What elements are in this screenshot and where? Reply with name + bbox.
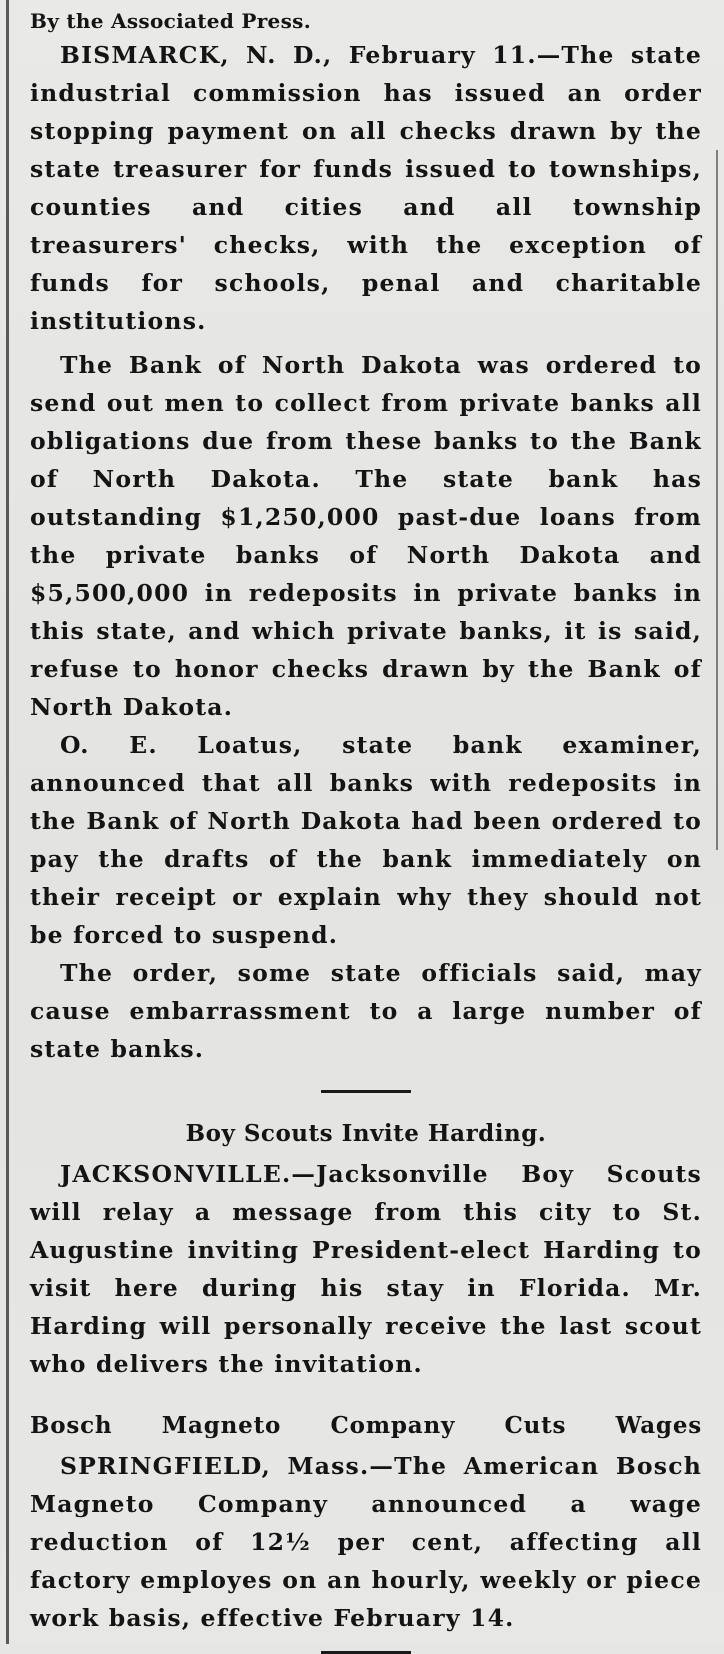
article-paragraph: O. E. Loatus, state bank examiner, announced that all banks with redeposits in the Bank of North Dakota had been ordered to pay the drafts of the bank immediately on their receipt or explain why they should not be forced to suspend. [30,731,702,949]
article-paragraph: JACKSONVILLE.—Jacksonville Boy Scouts will relay a message from this city to St. Augustine inviting President-elect Harding to visit here during his stay in Florida. Mr. Harding will personally receive the last scout who delivers the invitation. [30,1160,702,1378]
headline: Bosch Magneto Company Cuts Wages [30,1412,702,1439]
article-north-dakota-bank [30,8,702,1068]
section-divider [321,1090,411,1093]
article-paragraph: The order, some state officials said, may cause embarrassment to a large number of state banks. [30,959,702,1063]
byline: By the Associated Press. [30,9,311,33]
article-bosch-magneto [30,1409,702,1637]
headline: Boy Scouts Invite Harding. [185,1120,547,1147]
article-paragraph: The Bank of North Dakota was ordered to send out men to collect from private banks all obligations due from these banks to the Bank of North Dakota. The state bank has outstanding $1,250,000 past-due loans from the private banks of North Dakota and $5,500,000 in redeposits in private banks in this state, and which private banks, it is said, refuse to honor checks drawn by the Bank of North Dakota. [30,351,702,721]
news-column [30,8,702,1654]
column-rule-left [6,0,9,1644]
article-boy-scouts [30,1117,702,1383]
column-rule-right [716,150,718,850]
article-paragraph: SPRINGFIELD, Mass.—The American Bosch Magneto Company announced a wage reduction of 12½ per cent, affecting all factory employes on an hourly, weekly or piece work basis, effective February 14. [30,1452,702,1632]
article-paragraph: BISMARCK, N. D., February 11.—The state industrial commission has issued an order stopping payment on all checks drawn by the state treasurer for funds issued to townships, counties and cities and all township treasurers' checks, with the exception of funds for schools, penal and charitable institutions. [30,41,702,335]
